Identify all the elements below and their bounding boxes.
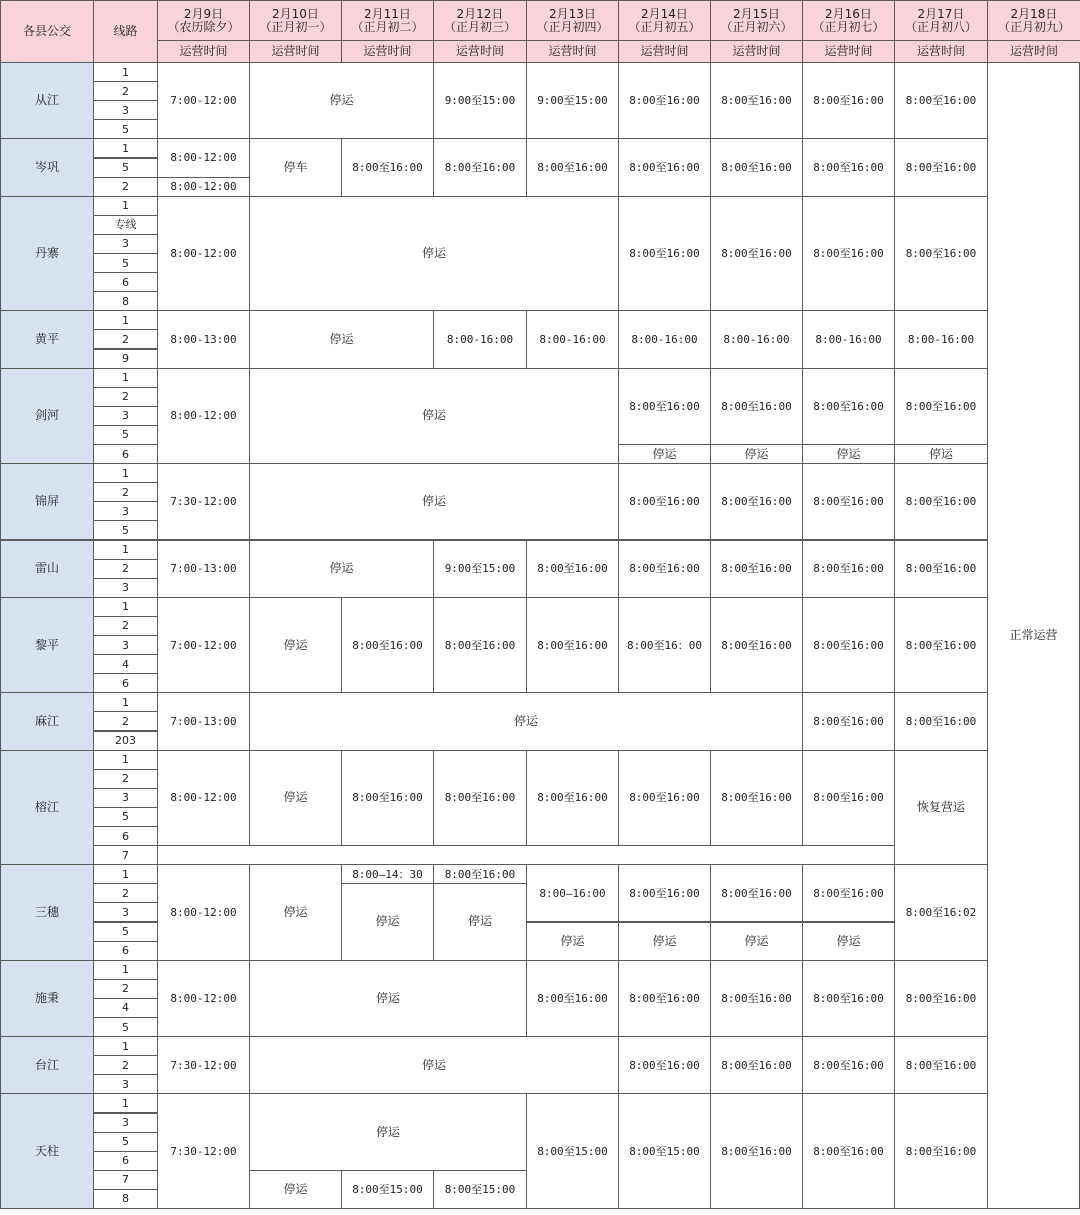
schedule-cell: 8:00至15:00 (433, 1170, 527, 1209)
route-number: 3 (93, 578, 158, 598)
header-operating-time: 运营时间 (157, 40, 250, 63)
route-number: 5 (93, 1017, 158, 1037)
header-date: 2月11日 （正月初二） (341, 0, 434, 41)
schedule-cell: 8:00至16:00 (802, 62, 895, 139)
schedule-cell: 停运 (894, 444, 988, 464)
header-operating-time: 运营时间 (987, 40, 1080, 63)
schedule-cell: 停运 (249, 463, 619, 540)
schedule-cell: 8:00至16:00 (433, 750, 527, 847)
schedule-cell: 8:00至15:00 (341, 1170, 434, 1209)
county-name: 台江 (0, 1036, 94, 1094)
schedule-cell: 8:00至16:00 (341, 750, 434, 847)
schedule-cell: 8:00-12:00 (157, 750, 250, 847)
route-number: 9 (93, 349, 158, 369)
schedule-cell: 8:00至16:00 (802, 540, 895, 598)
schedule-cell: 8:00至16:00 (618, 540, 711, 598)
schedule-cell: 8:00-12:00 (157, 196, 250, 312)
schedule-cell: 停运 (249, 540, 434, 598)
schedule-cell: 8:00-12:00 (157, 864, 250, 961)
route-number: 3 (93, 406, 158, 426)
county-name: 黄平 (0, 310, 94, 368)
route-number: 5 (93, 158, 158, 178)
header-operating-time: 运营时间 (526, 40, 619, 63)
schedule-cell: 8:00至16:00 (618, 62, 711, 139)
schedule-cell: 8:00至16:00 (710, 1093, 803, 1209)
route-number: 1 (93, 1036, 158, 1056)
header-operating-time: 运营时间 (618, 40, 711, 63)
header-date: 2月14日 （正月初五） (618, 0, 711, 41)
schedule-cell: 8:00至16:00 (894, 1093, 988, 1209)
route-number: 5 (93, 922, 158, 942)
route-number: 2 (93, 559, 158, 579)
schedule-cell: 8:00至16:00 (710, 463, 803, 540)
schedule-cell: 8:00-16:00 (433, 310, 527, 368)
schedule-cell: 8:00至16:00 (802, 1036, 895, 1094)
schedule-cell: 8:00至16:00 (618, 368, 711, 445)
header-route: 线路 (93, 0, 158, 63)
schedule-cell: 8:00至16:00 (618, 864, 711, 922)
schedule-cell: 停运 (802, 922, 895, 961)
schedule-cell: 停运 (618, 922, 711, 961)
schedule-cell: 9:00至15:00 (433, 62, 527, 139)
schedule-cell: 8:00-16:00 (802, 310, 895, 368)
header-operating-time: 运营时间 (249, 40, 342, 63)
schedule-cell: 8:00至16:00 (526, 138, 619, 196)
schedule-cell: 7:30-12:00 (157, 1036, 250, 1094)
route-number: 7 (93, 845, 158, 865)
schedule-cell: 7:00-13:00 (157, 692, 250, 750)
schedule-cell: 7:00-13:00 (157, 540, 250, 598)
county-name: 黎平 (0, 597, 94, 694)
route-number: 2 (93, 616, 158, 636)
route-number: 1 (93, 196, 158, 216)
county-name: 锦屏 (0, 463, 94, 540)
schedule-cell: 7:00-12:00 (157, 62, 250, 139)
schedule-cell: 8:00至16:00 (710, 597, 803, 694)
route-number: 2 (93, 387, 158, 407)
schedule-cell: 8:00至16:00 (710, 368, 803, 445)
route-number: 6 (93, 941, 158, 961)
route-number: 2 (93, 883, 158, 903)
schedule-cell: 8:00至16:00 (710, 1036, 803, 1094)
route-number: 4 (93, 998, 158, 1018)
header-operating-time: 运营时间 (894, 40, 988, 63)
header-operating-time: 运营时间 (341, 40, 434, 63)
schedule-cell: 8:00至16:00 (802, 960, 895, 1037)
route-number: 5 (93, 807, 158, 827)
route-number: 3 (93, 100, 158, 120)
schedule-cell: 8:00至16:00 (894, 597, 988, 694)
route-number: 2 (93, 482, 158, 502)
route-number: 1 (93, 540, 158, 560)
schedule-cell: 8:00至16:00 (526, 597, 619, 694)
route-number: 2 (93, 81, 158, 101)
schedule-cell: 8:00至16:00 (802, 597, 895, 694)
schedule-cell: 8:00至16:00 (710, 864, 803, 922)
schedule-cell: 8:00-12:00 (157, 177, 250, 197)
schedule-cell: 8:00至16:00 (802, 463, 895, 540)
route-number: 1 (93, 1093, 158, 1113)
schedule-cell: 8:00至16:00 (894, 1036, 988, 1094)
schedule-cell: 8:00至16:00 (618, 960, 711, 1037)
schedule-cell: 8:00至16:00 (894, 960, 988, 1037)
schedule-cell: 8:00-16:00 (710, 310, 803, 368)
schedule-cell: 8:00-16:00 (526, 310, 619, 368)
route-number: 1 (93, 750, 158, 770)
schedule-cell: 8:00至16:00 (710, 540, 803, 598)
route-number: 6 (93, 826, 158, 846)
route-number: 8 (93, 291, 158, 311)
route-number: 5 (93, 425, 158, 445)
schedule-cell: 停运 (433, 883, 527, 960)
schedule-cell: 停运 (249, 960, 527, 1037)
schedule-cell: 停运 (249, 310, 434, 368)
schedule-cell: 8:00至16:00 (433, 864, 527, 884)
schedule-cell: 8:00-16:00 (618, 310, 711, 368)
route-number: 1 (93, 463, 158, 483)
schedule-cell: 停运 (249, 196, 619, 312)
schedule-cell: 8:00至16:00 (618, 196, 711, 312)
route-number: 2 (93, 979, 158, 999)
route-number: 2 (93, 769, 158, 789)
schedule-cell: 8:00至16:02 (894, 864, 988, 961)
schedule-cell: 停运 (249, 368, 619, 465)
route-number: 3 (93, 788, 158, 808)
schedule-cell: 8:00至16:00 (894, 368, 988, 445)
schedule-cell: 8:00至16:00 (618, 1036, 711, 1094)
schedule-cell: 7:00-12:00 (157, 597, 250, 694)
route-number: 8 (93, 1189, 158, 1209)
route-number: 4 (93, 654, 158, 674)
county-name: 施秉 (0, 960, 94, 1037)
schedule-cell: 8:00至16:00 (433, 597, 527, 694)
route-number: 3 (93, 1113, 158, 1133)
header-date: 2月18日 （正月初九） (987, 0, 1080, 41)
route-number: 专线 (93, 215, 158, 235)
schedule-cell: 8:00至16:00 (802, 196, 895, 312)
schedule-cell: 7:30-12:00 (157, 463, 250, 540)
route-number: 6 (93, 673, 158, 693)
schedule-cell: 8:00至16:00 (802, 864, 895, 922)
county-name: 麻江 (0, 692, 94, 750)
schedule-cell: 9:00至15:00 (526, 62, 619, 139)
header-date: 2月15日 （正月初六） (710, 0, 803, 41)
schedule-cell: 8:00-12:00 (157, 960, 250, 1037)
route-number: 5 (93, 1132, 158, 1152)
schedule-cell: 8:00—14：30 (341, 864, 434, 884)
normal-operation-cell: 正常运营 (987, 62, 1080, 1209)
schedule-cell: 8:00至16:00 (894, 62, 988, 139)
route-number: 1 (93, 597, 158, 617)
schedule-cell: 停运 (249, 62, 434, 139)
schedule-cell: 停运 (618, 444, 711, 464)
route-number: 6 (93, 444, 158, 464)
route-number: 1 (93, 310, 158, 330)
header-date: 2月10日 （正月初一） (249, 0, 342, 41)
header-date: 2月12日 （正月初三） (433, 0, 527, 41)
schedule-cell: 8:00至16:00 (433, 138, 527, 196)
schedule-cell (157, 845, 895, 865)
schedule-cell: 8:00至16:00 (894, 138, 988, 196)
route-number: 3 (93, 635, 158, 655)
schedule-cell: 8:00至16:00 (802, 750, 895, 847)
schedule-cell: 8:00至16：00 (618, 597, 711, 694)
route-number: 1 (93, 864, 158, 884)
schedule-cell: 停车 (249, 138, 342, 196)
schedule-cell: 停运 (249, 692, 803, 750)
route-number: 203 (93, 731, 158, 751)
schedule-cell: 8:00-16:00 (894, 310, 988, 368)
schedule-cell: 7:30-12:00 (157, 1093, 250, 1209)
route-number: 2 (93, 711, 158, 731)
schedule-cell: 8:00至16:00 (802, 138, 895, 196)
schedule-cell: 8:00至16:00 (802, 692, 895, 750)
schedule-cell: 8:00至16:00 (710, 138, 803, 196)
schedule-cell: 8:00至15:00 (618, 1093, 711, 1209)
schedule-cell: 8:00至16:00 (341, 597, 434, 694)
schedule-cell: 8:00至16:00 (710, 750, 803, 847)
county-name: 从江 (0, 62, 94, 139)
header-county: 各县公交 (0, 0, 94, 63)
schedule-cell: 停运 (341, 883, 434, 960)
schedule-cell: 8:00至16:00 (710, 960, 803, 1037)
schedule-cell: 8:00至16:00 (894, 540, 988, 598)
schedule-cell: 停运 (802, 444, 895, 464)
schedule-cell: 8:00至16:00 (618, 750, 711, 847)
header-operating-time: 运营时间 (433, 40, 527, 63)
county-name: 剑河 (0, 368, 94, 465)
schedule-cell: 8:00-12:00 (157, 138, 250, 177)
schedule-cell: 停运 (249, 1170, 342, 1209)
county-name: 丹寨 (0, 196, 94, 312)
schedule-cell: 8:00至16:00 (894, 196, 988, 312)
schedule-cell: 停运 (249, 1093, 527, 1170)
header-date: 2月13日 （正月初四） (526, 0, 619, 41)
route-number: 1 (93, 62, 158, 82)
header-date: 2月16日 （正月初七） (802, 0, 895, 41)
route-number: 3 (93, 902, 158, 922)
route-number: 2 (93, 1055, 158, 1075)
county-name: 三穗 (0, 864, 94, 961)
county-name: 榕江 (0, 750, 94, 866)
header-operating-time: 运营时间 (802, 40, 895, 63)
route-number: 6 (93, 272, 158, 292)
route-number: 1 (93, 692, 158, 712)
header-date: 2月17日 （正月初八） (894, 0, 988, 41)
route-number: 2 (93, 177, 158, 197)
schedule-cell: 8:00-12:00 (157, 368, 250, 465)
schedule-cell: 停运 (710, 922, 803, 961)
schedule-cell: 8:00至16:00 (710, 196, 803, 312)
schedule-cell: 停运 (249, 1036, 619, 1094)
schedule-cell: 停运 (526, 922, 619, 961)
route-number: 5 (93, 119, 158, 139)
route-number: 6 (93, 1151, 158, 1171)
schedule-cell: 8:00至16:00 (526, 960, 619, 1037)
county-name: 雷山 (0, 540, 94, 598)
schedule-cell: 8:00至15:00 (526, 1093, 619, 1209)
header-date: 2月9日 （农历除夕） (157, 0, 250, 41)
schedule-cell: 8:00—16:00 (526, 864, 619, 922)
schedule-cell: 8:00至16:00 (526, 540, 619, 598)
schedule-cell: 停运 (249, 750, 342, 847)
route-number: 7 (93, 1170, 158, 1190)
route-number: 2 (93, 329, 158, 349)
schedule-cell: 恢复营运 (894, 750, 988, 866)
schedule-cell: 8:00至16:00 (802, 368, 895, 445)
schedule-cell: 8:00至16:00 (894, 463, 988, 540)
schedule-cell: 8:00-13:00 (157, 310, 250, 368)
schedule-cell: 8:00至16:00 (710, 62, 803, 139)
schedule-cell: 8:00至16:00 (894, 692, 988, 750)
schedule-cell: 8:00至16:00 (802, 1093, 895, 1209)
county-name: 天柱 (0, 1093, 94, 1209)
route-number: 3 (93, 501, 158, 521)
schedule-cell: 8:00至16:00 (618, 138, 711, 196)
schedule-cell: 停运 (710, 444, 803, 464)
route-number: 1 (93, 960, 158, 980)
schedule-cell: 8:00至16:00 (526, 750, 619, 847)
route-number: 3 (93, 1074, 158, 1094)
route-number: 1 (93, 138, 158, 158)
schedule-cell: 8:00至16:00 (341, 138, 434, 196)
route-number: 5 (93, 253, 158, 273)
schedule-cell: 9:00至15:00 (433, 540, 527, 598)
county-name: 岑巩 (0, 138, 94, 196)
header-operating-time: 运营时间 (710, 40, 803, 63)
route-number: 5 (93, 520, 158, 540)
route-number: 3 (93, 234, 158, 254)
schedule-cell: 停运 (249, 864, 342, 961)
route-number: 1 (93, 368, 158, 388)
schedule-cell: 停运 (249, 597, 342, 694)
schedule-cell: 8:00至16:00 (618, 463, 711, 540)
